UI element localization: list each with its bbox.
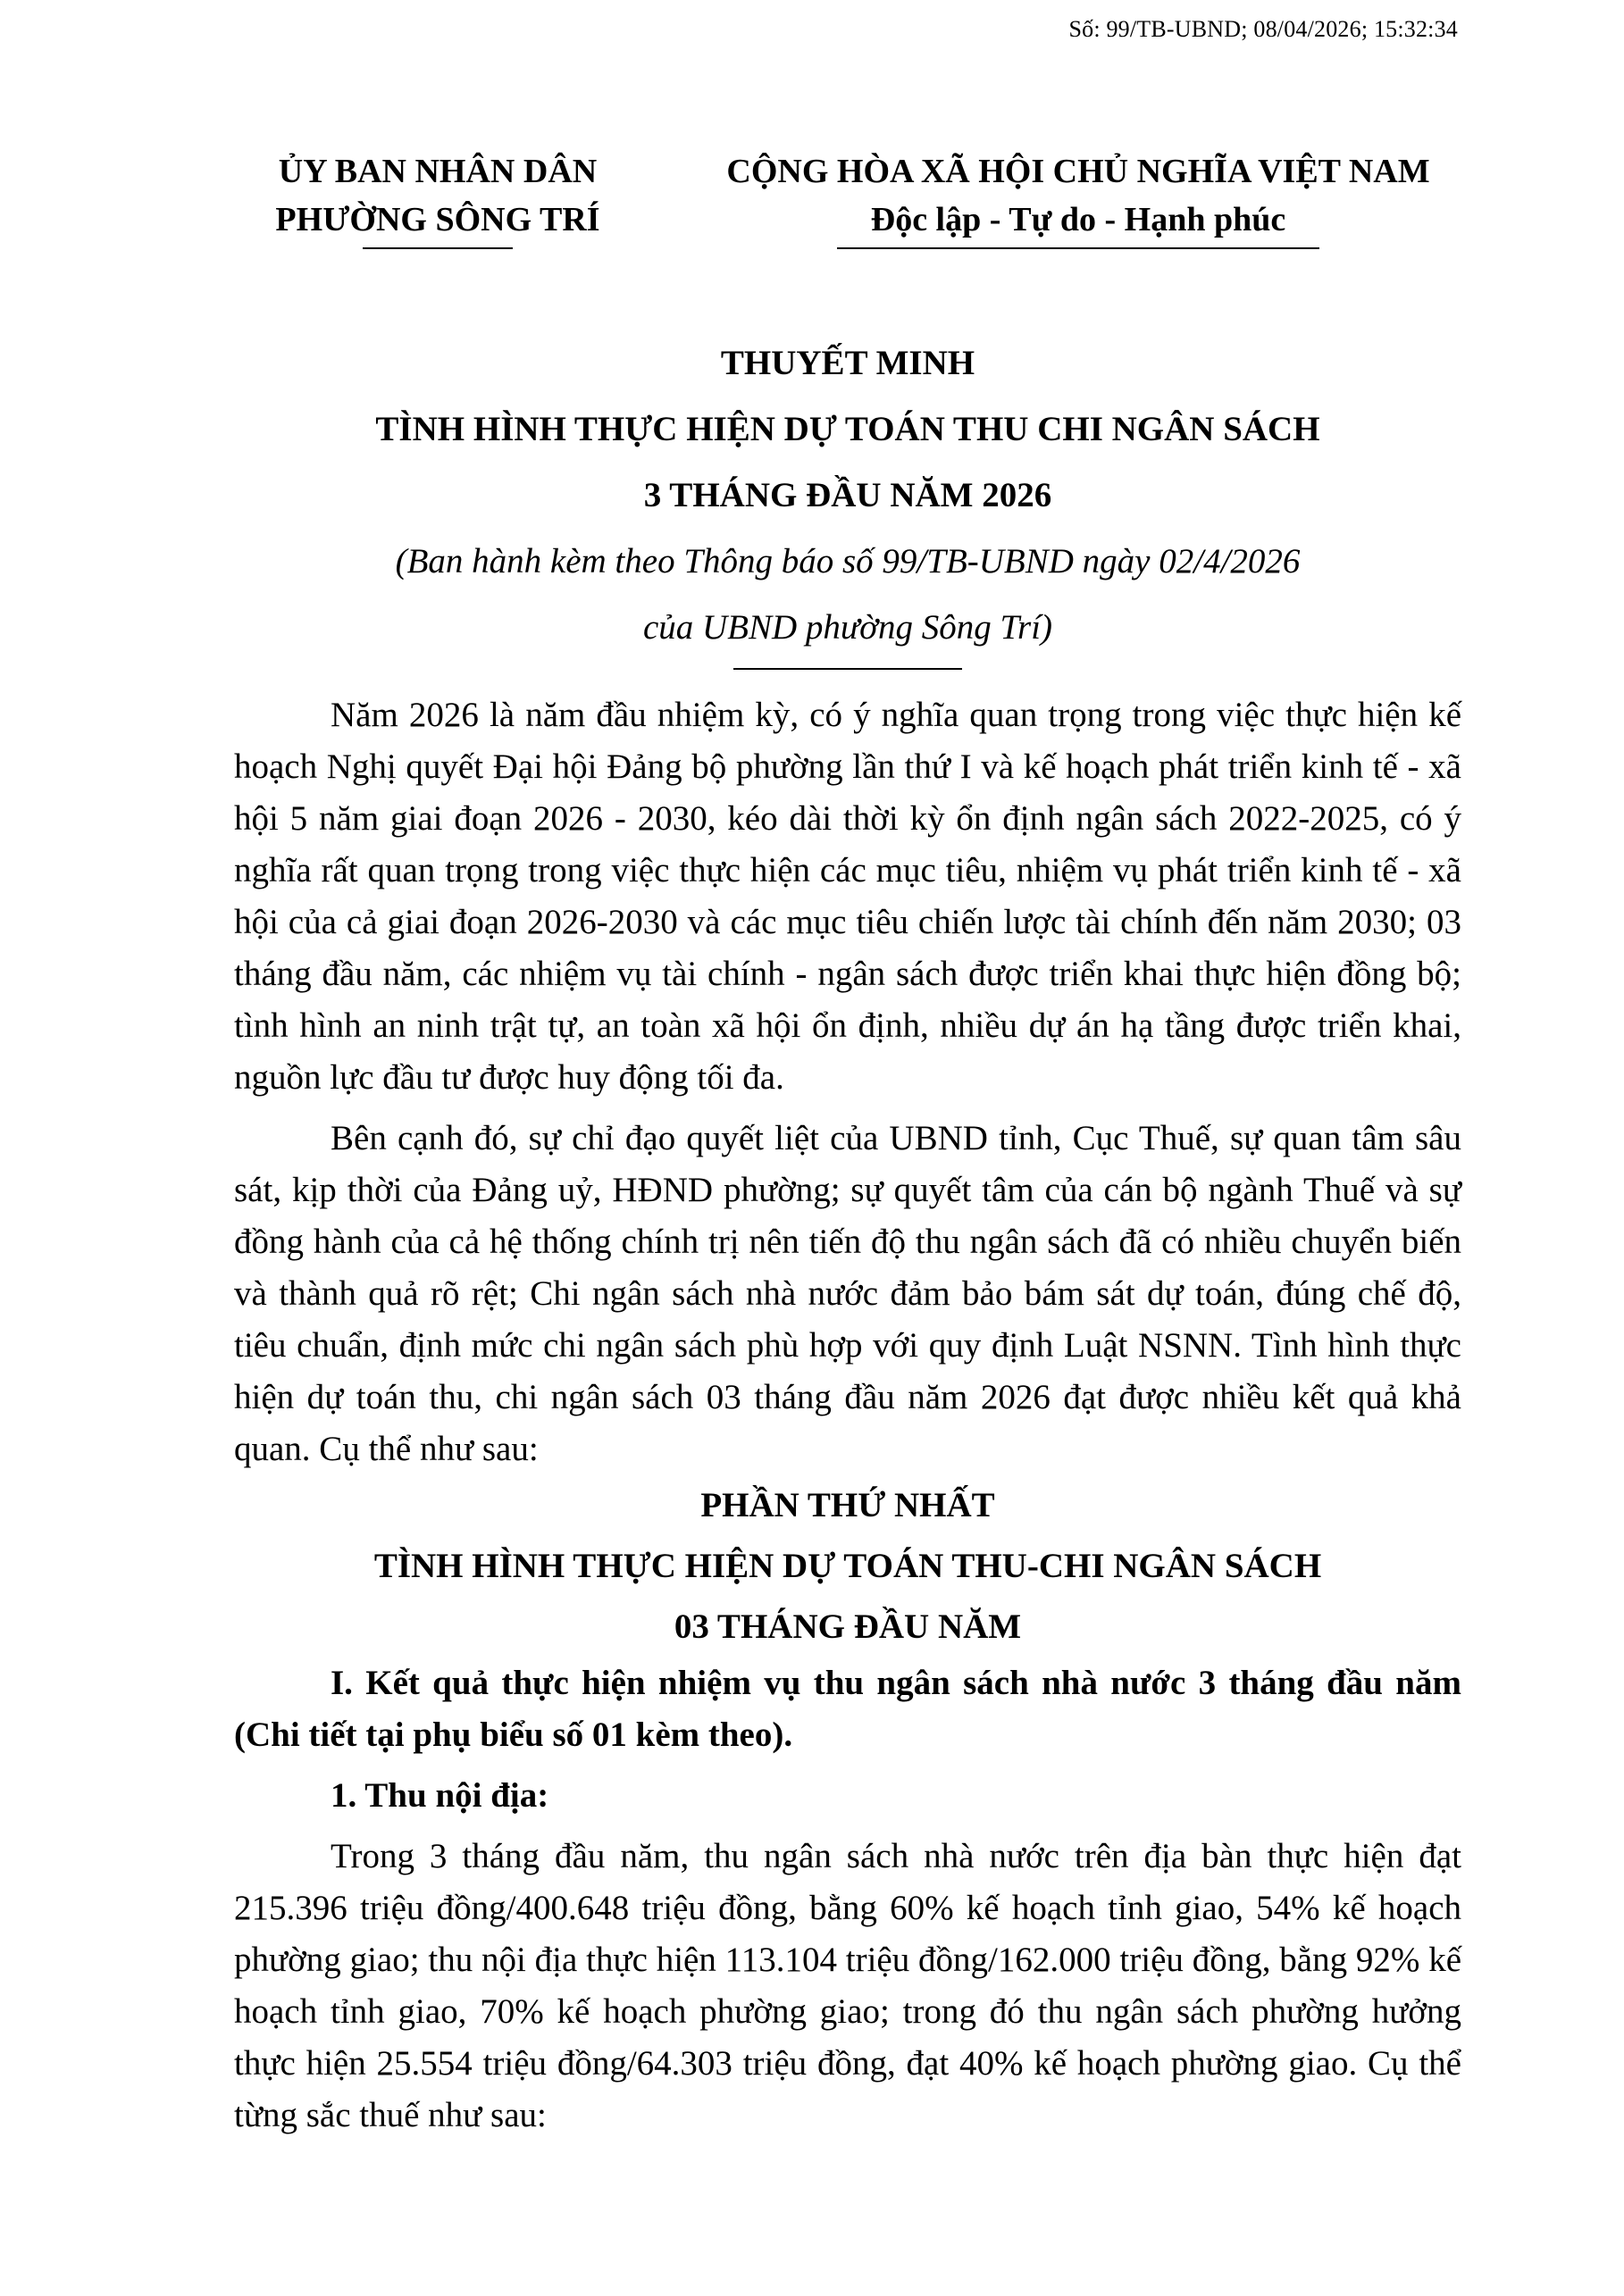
agency-name-line1: ỦY BAN NHÂN DÂN bbox=[278, 153, 598, 190]
part-one-subtitle: 03 THÁNG ĐẦU NĂM bbox=[674, 1607, 1022, 1646]
document-title-line2: TÌNH HÌNH THỰC HIỆN DỰ TOÁN THU CHI NGÂN SÁCH bbox=[375, 410, 1320, 448]
issuing-agency bbox=[234, 147, 641, 249]
part-one-title: TÌNH HÌNH THỰC HIỆN DỰ TOÁN THU-CHI NGÂN SÁCH bbox=[373, 1547, 1322, 1585]
part-one-heading bbox=[234, 1475, 1461, 1657]
agency-name-line2: PHƯỜNG SÔNG TRÍ bbox=[275, 201, 600, 238]
document-title-block bbox=[234, 330, 1461, 670]
motto-underline bbox=[837, 247, 1319, 249]
document-subtitle-line2: của UBND phường Sông Trí) bbox=[642, 608, 1053, 647]
document-body bbox=[234, 689, 1461, 2142]
section-i-heading: I. Kết quả thực hiện nhiệm vụ thu ngân sách nhà nước 3 tháng đầu năm (Chi tiết tại phụ biểu số 01 kèm theo). bbox=[234, 1664, 1461, 1754]
domestic-revenue-paragraph: Trong 3 tháng đầu năm, thu ngân sách nhà nước trên địa bàn thực hiện đạt 215.396 triệu đồng/400.648 triệu đồng, bằng 60% kế hoạch tỉnh giao, 54% kế hoạch phường giao; thu nội địa thực hiện 113.104 triệu đồng/162.000 triệu đồng, bằng 92% kế hoạch tỉnh giao, 70% kế hoạch phường giao; trong đó thu ngân sách phường hưởng thực hiện 25.554 triệu đồng/64.303 triệu đồng, đạt 40% kế hoạch phường giao. Cụ thể từng sắc thuế như sau: bbox=[234, 1837, 1461, 2134]
national-motto bbox=[697, 147, 1460, 249]
section-1-heading: 1. Thu nội địa: bbox=[331, 1776, 549, 1815]
document-title-line3: 3 THÁNG ĐẦU NĂM 2026 bbox=[643, 476, 1052, 514]
title-underline bbox=[733, 668, 962, 670]
part-one-label: PHẦN THỨ NHẤT bbox=[700, 1486, 995, 1524]
intro-paragraph: Năm 2026 là năm đầu nhiệm kỳ, có ý nghĩa quan trọng trong việc thực hiện kế hoạch Nghị quyết Đại hội Đảng bộ phường lần thứ I và kế hoạch phát triển kinh tế - xã hội 5 năm giai đoạn 2026 - 2030, kéo dài thời kỳ ổn định ngân sách 2022-2025, có ý nghĩa rất quan trọng trong việc thực hiện các mục tiêu, nhiệm vụ phát triển kinh tế - xã hội của cả giai đoạn 2026-2030 và các mục tiêu chiến lược tài chính đến năm 2030; 03 tháng đầu năm, các nhiệm vụ tài chính - ngân sách được triển khai thực hiện đồng bộ; tình hình an ninh trật tự, an toàn xã hội ổn định, nhiều dự án hạ tầng được triển khai, nguồn lực đầu tư được huy động tối đa. bbox=[234, 696, 1461, 1097]
context-paragraph: Bên cạnh đó, sự chỉ đạo quyết liệt của UBND tỉnh, Cục Thuế, sự quan tâm sâu sát, kịp thời của Đảng uỷ, HĐND phường; sự quyết tâm của cán bộ ngành Thuế và sự đồng hành của cả hệ thống chính trị nên tiến độ thu ngân sách đã có nhiều chuyển biến và thành quả rõ rệt; Chi ngân sách nhà nước đảm bảo bám sát dự toán, đúng chế độ, tiêu chuẩn, định mức chi ngân sách phù hợp với quy định Luật NSNN. Tình hình thực hiện dự toán thu, chi ngân sách 03 tháng đầu năm 2026 đạt được nhiều kết quả khả quan. Cụ thể như sau: bbox=[234, 1119, 1461, 1468]
document-number-stamp: Số: 99/TB-UBND; 08/04/2026; 15:32:34 bbox=[1068, 16, 1458, 42]
document-title: THUYẾT MINH bbox=[720, 344, 975, 382]
document-header bbox=[0, 147, 1624, 281]
motto: Độc lập - Tự do - Hạnh phúc bbox=[870, 201, 1286, 238]
nation-name: CỘNG HÒA XÃ HỘI CHỦ NGHĨA VIỆT NAM bbox=[726, 153, 1430, 190]
document-subtitle-line1: (Ban hành kèm theo Thông báo số 99/TB-UBND ngày 02/4/2026 bbox=[395, 542, 1301, 580]
agency-underline bbox=[363, 247, 513, 249]
